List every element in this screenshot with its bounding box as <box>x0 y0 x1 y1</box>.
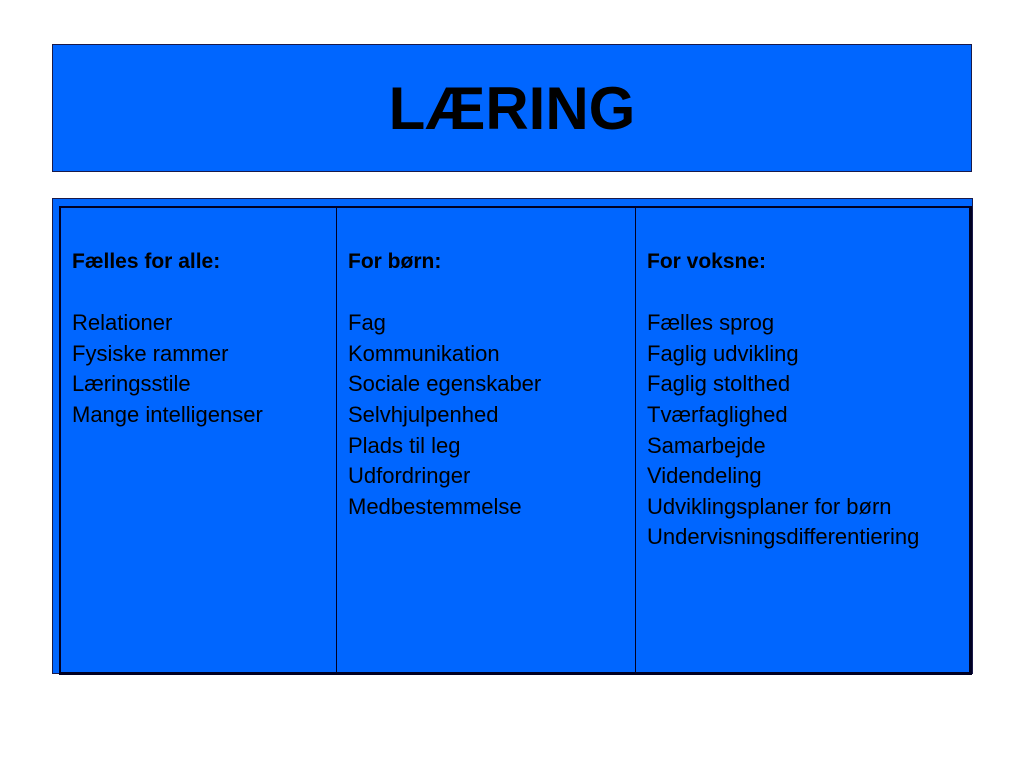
list-item: Fysiske rammer <box>72 340 229 366</box>
list-item: Mange intelligenser <box>72 401 263 427</box>
list-item: Kommunikation <box>348 340 500 366</box>
slide-title: LÆRING <box>388 74 636 142</box>
list-item: Udfordringer <box>348 463 471 489</box>
list-item: Videndeling <box>647 463 762 489</box>
list-item: Plads til leg <box>348 432 461 458</box>
list-item: Selvhjulpenhed <box>348 401 499 427</box>
title-box <box>52 44 972 172</box>
column-voksne <box>635 208 969 672</box>
list-item: Fag <box>348 310 386 336</box>
column-list <box>348 308 635 522</box>
list-item: Tværfaglighed <box>647 401 788 427</box>
column-heading: For voksne: <box>647 250 767 273</box>
list-item: Medbestemmelse <box>348 493 522 519</box>
column-heading: For børn: <box>348 250 442 273</box>
list-item: Faglig udvikling <box>647 340 799 366</box>
list-item: Samarbejde <box>647 432 766 458</box>
list-item: Faglig stolthed <box>647 371 791 397</box>
column-list <box>72 308 336 430</box>
list-item: Sociale egenskaber <box>348 371 542 397</box>
content-table <box>59 206 972 675</box>
list-item: Undervisningsdifferentiering <box>647 524 920 550</box>
list-item: Relationer <box>72 310 173 336</box>
list-item: Læringsstile <box>72 371 191 397</box>
column-list <box>647 308 969 553</box>
column-boern <box>336 208 635 672</box>
list-item: Udviklingsplaner for børn <box>647 493 892 519</box>
column-faelles <box>61 208 336 672</box>
list-item: Fælles sprog <box>647 310 775 336</box>
column-heading: Fælles for alle: <box>72 250 221 273</box>
